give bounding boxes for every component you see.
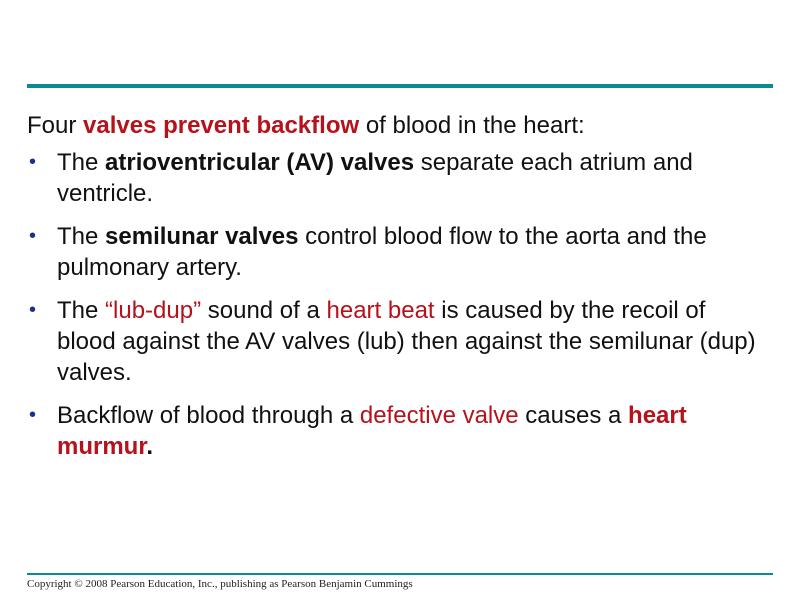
bullet-text: is caused by the recoil of blood against the AV valves (lub) then against the semilunar (dup) valves. — [57, 297, 756, 386]
bullet-text: The — [57, 149, 106, 176]
term-lub-dup: “lub-dup” — [105, 297, 202, 324]
copyright-notice: Copyright © 2008 Pearson Education, Inc., publishing as Pearson Benjamin Cummings — [27, 578, 413, 590]
term-av-valves: atrioventricular (AV) valves — [105, 149, 415, 176]
term-heart-murmur: heart murmur — [57, 402, 687, 460]
bullet-dot-icon: • — [29, 151, 37, 173]
term-semilunar-valves: semilunar valves — [105, 223, 299, 250]
bullet-item-av-valves — [27, 147, 767, 209]
term-defective-valve: defective valve — [359, 402, 519, 429]
intro-line — [27, 110, 767, 141]
bullet-text: . — [146, 433, 154, 460]
bullet-dot-icon: • — [29, 404, 37, 426]
bullet-dot-icon: • — [29, 225, 37, 247]
intro-text-pre: Four — [27, 112, 84, 139]
bullet-text: causes a — [518, 402, 629, 429]
bullet-text: The — [57, 297, 106, 324]
bullet-text: sound of a — [201, 297, 327, 324]
top-divider — [27, 84, 773, 88]
intro-text-post: of blood in the heart: — [359, 112, 585, 139]
term-heart-beat: heart beat — [326, 297, 435, 324]
bullet-list — [27, 147, 767, 462]
slide-content — [27, 110, 767, 474]
bullet-item-heart-murmur — [27, 400, 767, 462]
bullet-text: control blood flow to the aorta and the pulmonary artery. — [57, 223, 707, 281]
bullet-text: The — [57, 223, 106, 250]
bullet-text: separate each atrium and ventricle. — [57, 149, 693, 207]
bullet-dot-icon: • — [29, 299, 37, 321]
bullet-item-semilunar-valves — [27, 221, 767, 283]
bullet-item-lub-dup — [27, 295, 767, 388]
intro-highlight: valves prevent backflow — [83, 112, 360, 139]
bottom-divider — [27, 573, 773, 575]
bullet-text: Backflow of blood through a — [57, 402, 360, 429]
